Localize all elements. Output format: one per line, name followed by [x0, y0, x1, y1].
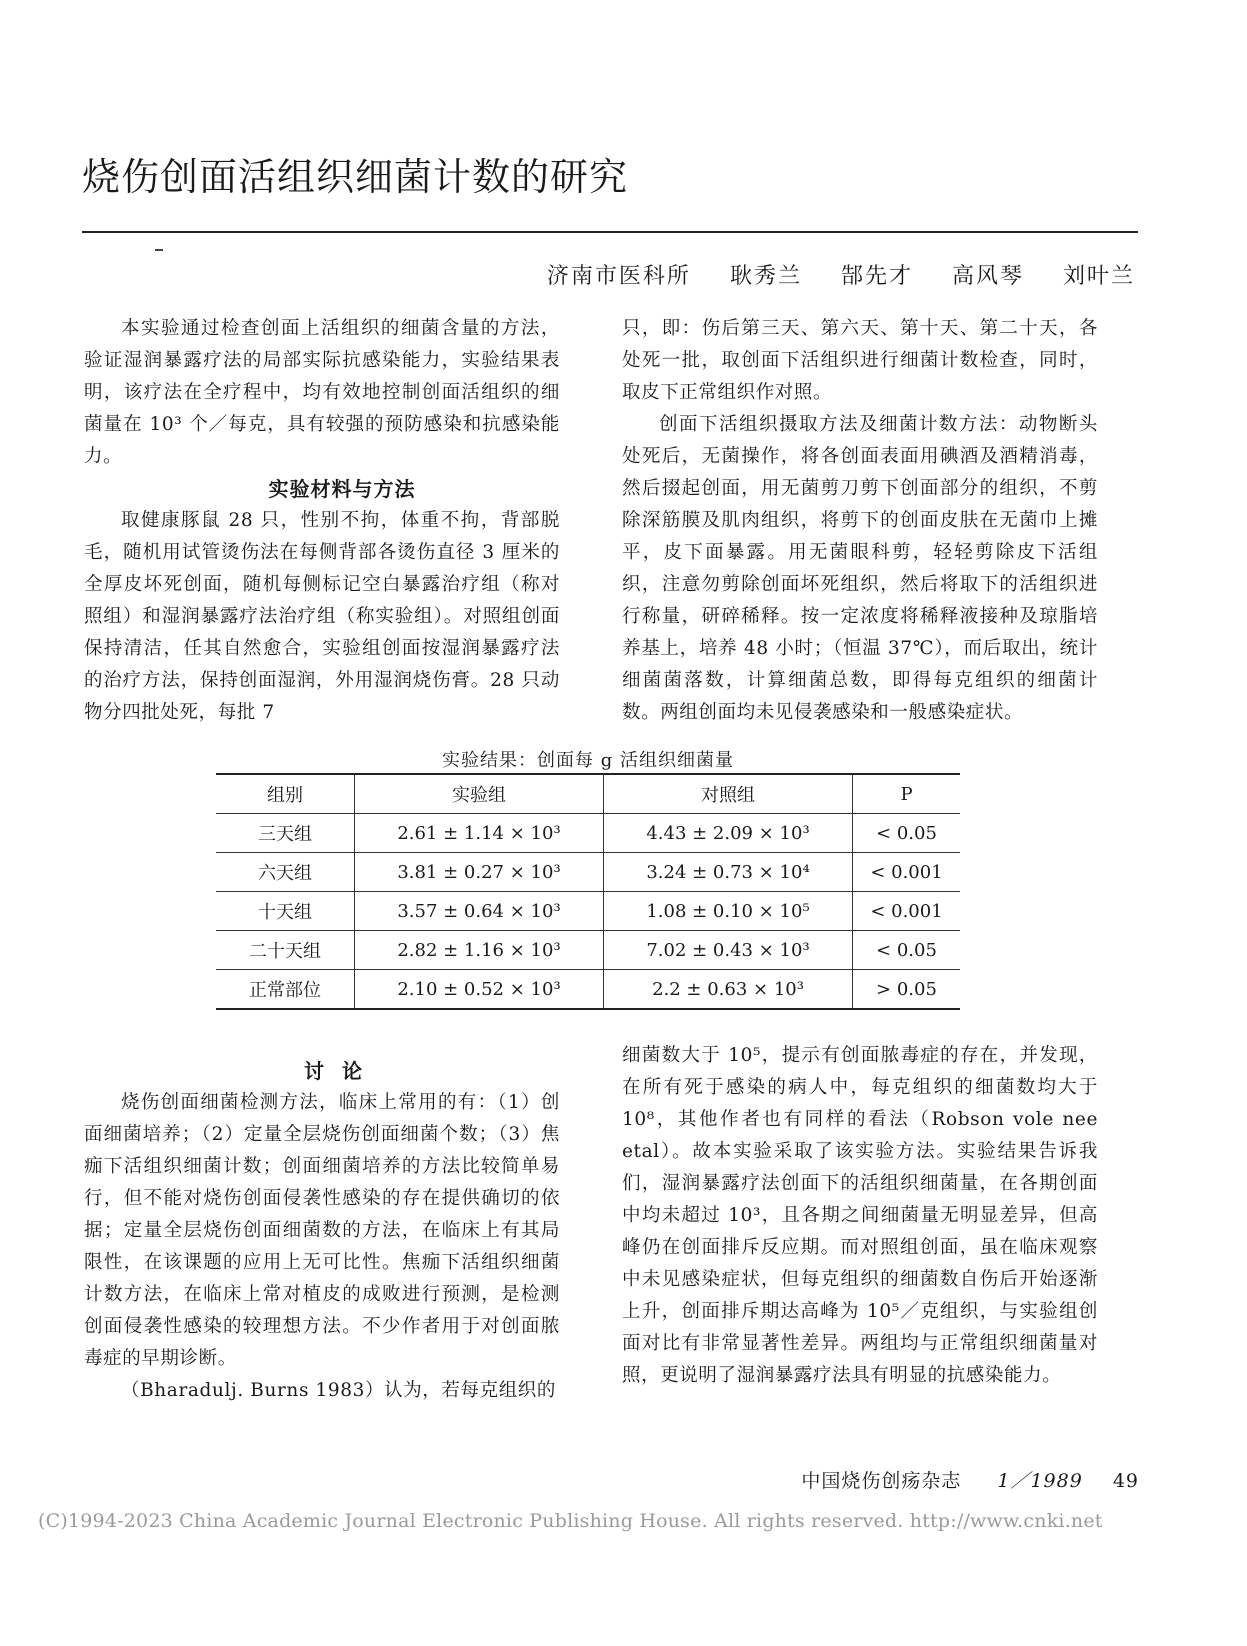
header-experimental: 实验组: [355, 774, 604, 814]
cell-p-value: > 0.05: [853, 970, 961, 1010]
cell-group: 三天组: [216, 814, 355, 853]
left-column-top: [84, 313, 560, 729]
abstract-paragraph: 本实验通过检查创面上活组织的细菌含量的方法，验证湿润暴露疗法的局部实际抗感染能力，实验结果表明，该疗法在全疗程中，均有效地控制创面活组织的细菌量在 10³ 个／每克，具有较强的预防感染和抗感染能力。: [84, 318, 560, 467]
cell-p-value: < 0.05: [853, 931, 961, 970]
cell-control: 3.24 ± 0.73 × 10⁴: [604, 853, 853, 892]
author-name: 郜先才: [840, 264, 913, 289]
journal-footer: [801, 1466, 1139, 1493]
cell-control: 4.43 ± 2.09 × 10³: [604, 814, 853, 853]
header-group: 组别: [267, 785, 303, 806]
procedure-paragraph: 创面下活组织摄取方法及细菌计数方法：动物断头处死后，无菌操作，将各创面表面用碘酒及酒精消毒，然后掇起创面，用无菌剪刀剪下创面部分的组织，不剪除深筋膜及肌肉组织，将剪下的创面皮肤在无菌巾上摊平，皮下面暴露。用无菌眼科剪，轻轻剪除皮下活组织，注意勿剪除创面坏死组织，然后将取下的活组织进行称量，研碎稀释。按一定浓度将稀释液接种及琼脂培养基上，培养 48 小时；（恒温 37℃），而后取出，统计细菌菌落数，计算细菌总数，即得每克组织的细菌计数。两组创面均未见侵袭感染和一般感染症状。: [622, 414, 1098, 723]
author-affiliation: 济南市医科所: [546, 264, 691, 289]
cell-group: 二十天组: [216, 931, 355, 970]
citation-paragraph: （Bharadulj. Burns 1983）认为，若每克组织的: [121, 1380, 557, 1401]
author-line: [547, 259, 1135, 290]
cell-control: 7.02 ± 0.43 × 10³: [604, 931, 853, 970]
divider-mark: [155, 249, 163, 251]
cell-p-value: < 0.001: [853, 853, 961, 892]
table-row: [216, 814, 960, 853]
right-column-top: [622, 313, 1098, 729]
cell-experimental: 2.10 ± 0.52 × 10³: [355, 970, 604, 1010]
section-heading-methods: 实验材料与方法: [268, 477, 416, 501]
copyright-notice: (C)1994-2023 China Academic Journal Electronic Publishing House. All rights reserved. http://www.cnki.net: [38, 1510, 1103, 1532]
journal-name: 中国烧伤创疡杂志: [801, 1470, 962, 1492]
cell-group: 正常部位: [216, 970, 355, 1010]
page-title: 烧伤创面活组织细菌计数的研究: [82, 155, 629, 199]
cell-control: 1.08 ± 0.10 × 10⁵: [604, 892, 853, 931]
table-row: [216, 892, 960, 931]
cell-group: 六天组: [216, 853, 355, 892]
table-header-row: [216, 774, 960, 814]
results-table: [216, 773, 960, 1010]
title-divider: [82, 231, 1138, 233]
left-column-bottom: [84, 1055, 560, 1407]
cell-experimental: 3.57 ± 0.64 × 10³: [355, 892, 604, 931]
table-caption: 实验结果：创面每 g 活组织细菌量: [442, 750, 734, 771]
page-number: 49: [1112, 1470, 1139, 1492]
journal-issue: 1／1989: [997, 1470, 1083, 1492]
methods-paragraph: 取健康豚鼠 28 只，性别不拘，体重不拘，背部脱毛，随机用试管烫伤法在每侧背部各烫伤直径 3 厘米的全厚皮坏死创面，随机每侧标记空白暴露治疗组（称对照组）和湿润暴露疗法治疗组（称实验组）。对照组创面保持清洁，任其自然愈合，实验组创面按湿润暴露疗法的治疗方法，保持创面湿润，外用湿润烧伤膏。28 只动物分四批处死，每批 7: [84, 510, 560, 723]
right-column-bottom: [622, 1040, 1098, 1392]
cell-p-value: < 0.001: [853, 892, 961, 931]
author-name: 刘叶兰: [1062, 264, 1135, 289]
cell-p-value: < 0.05: [853, 814, 961, 853]
section-heading-discussion: 讨论: [304, 1059, 380, 1083]
author-name: 耿秀兰: [729, 264, 802, 289]
results-discussion-paragraph: 细菌数大于 10⁵，提示有创面脓毒症的存在，并发现，在所有死于感染的病人中，每克组织的细菌数均大于 10⁸，其他作者也有同样的看法（Robson vole nee etal）。故本实验采取了该实验方法。实验结果告诉我们，湿润暴露疗法创面下的活组织细菌量，在各期创面中均未超过 10³，且各期之间细菌量无明显差异，但高峰仍在创面排斥反应期。而对照组创面，虽在临床观察中未见感染症状，但每克组织的细菌数自伤后开始逐渐上升，创面排斥期达高峰为 10⁵／克组织，与实验组创面对比有非常显著性差异。两组均与正常组织细菌量对照，更说明了湿润暴露疗法具有明显的抗感染能力。: [622, 1045, 1098, 1386]
cell-experimental: 3.81 ± 0.27 × 10³: [355, 853, 604, 892]
discussion-paragraph: 烧伤创面细菌检测方法，临床上常用的有：（1）创面细菌培养；（2）定量全层烧伤创面细菌个数；（3）焦痂下活组织细菌计数；创面细菌培养的方法比较简单易行，但不能对烧伤创面侵袭性感染的存在提供确切的依据；定量全层烧伤创面细菌数的方法，在临床上有其局限性，在该课题的应用上无可比性。焦痂下活组织细菌计数方法，在临床上常对植皮的成败进行预测，是检测创面侵袭性感染的较理想方法。不少作者用于对创面脓毒症的早期诊断。: [84, 1092, 560, 1369]
cell-experimental: 2.82 ± 1.16 × 10³: [355, 931, 604, 970]
cell-control: 2.2 ± 0.63 × 10³: [604, 970, 853, 1010]
table-row: [216, 931, 960, 970]
table-row: [216, 853, 960, 892]
table-row: [216, 970, 960, 1010]
header-p-value: P: [853, 774, 961, 814]
author-name: 高风琴: [951, 264, 1024, 289]
continuation-paragraph: 只，即：伤后第三天、第六天、第十天、第二十天，各处死一批，取创面下活组织进行细菌计数检查，同时，取皮下正常组织作对照。: [622, 318, 1098, 403]
cell-experimental: 2.61 ± 1.14 × 10³: [355, 814, 604, 853]
cell-group: 十天组: [216, 892, 355, 931]
header-control: 对照组: [604, 774, 853, 814]
